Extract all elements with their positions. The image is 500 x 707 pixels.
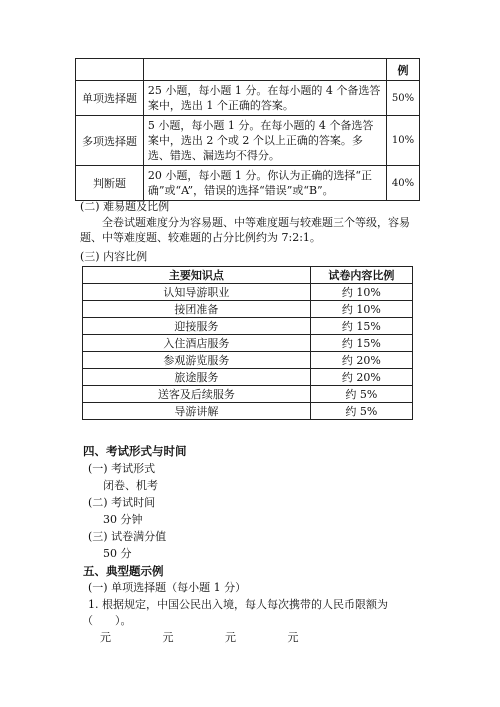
topic-cell: 送客及后续服务 (83, 386, 311, 403)
ratio-cell: 约 15% (310, 318, 412, 335)
section5-heading: 五、典型题示例 (83, 564, 164, 578)
table-row (83, 335, 413, 352)
question-desc: 5 小题，每小题 1 分。在每小题的 4 个备选答案中，选出 2 个或 2 个以上正确的答案。多选、错选、漏选均不得分。 (143, 116, 386, 166)
difficulty-text: 全卷试题难度分为容易题、中等难度题与较难题三个等级，容易题、中等难度题、较难题的占分比例约为 7:2:1。 (80, 216, 410, 244)
question-pct: 50% (387, 81, 420, 116)
ratio-cell: 约 20% (310, 369, 412, 386)
topic-cell: 迎接服务 (83, 318, 311, 335)
question-desc: 25 小题，每小题 1 分。在每小题的 4 个备选答案中，选出 1 个正确的答案。 (143, 81, 386, 116)
table-row (76, 81, 420, 116)
table-row (76, 166, 420, 201)
question-type: 多项选择题 (76, 116, 144, 166)
difficulty-heading: (二) 难易题及比例 (80, 200, 170, 213)
header-desc-cell (143, 59, 386, 81)
question-1-options (100, 631, 347, 645)
exam-score-heading: (三) 试卷满分值 (88, 530, 167, 543)
exam-score-value: 50 分 (103, 547, 132, 560)
header-pct-cell: 例 (387, 59, 420, 81)
topic-cell: 导游讲解 (83, 403, 311, 420)
question-desc: 20 小题，每小题 1 分。你认为正确的选择“正确”或“A”，错误的选择“错误”或“B”。 (143, 166, 386, 201)
content-table-header (83, 267, 413, 284)
ratio-cell: 约 5% (310, 403, 412, 420)
question-pct: 10% (387, 116, 420, 166)
table-row (76, 116, 420, 166)
column-header-ratio: 试卷内容比例 (310, 267, 412, 284)
question-table-header (76, 59, 420, 81)
table-row (83, 284, 413, 301)
header-type-cell (76, 59, 144, 81)
question-type: 判断题 (76, 166, 144, 201)
question-1-text: 1. 根据规定，中国公民出入境，每人每次携带的人民币限额为 (88, 598, 388, 611)
table-row (83, 301, 413, 318)
topic-cell: 参观游览服务 (83, 352, 311, 369)
table-row (83, 403, 413, 420)
ratio-cell: 约 10% (310, 284, 412, 301)
ratio-cell: 约 15% (310, 335, 412, 352)
exam-form-heading: (一) 考试形式 (88, 462, 156, 475)
table-row (83, 369, 413, 386)
question-1-blank: （ ）。 (82, 614, 132, 627)
option-d: 元 (287, 631, 299, 644)
ratio-cell: 约 20% (310, 352, 412, 369)
table-row (83, 386, 413, 403)
topic-cell: 旅途服务 (83, 369, 311, 386)
question-pct: 40% (387, 166, 420, 201)
content-ratio-table (82, 266, 413, 420)
exam-time-value: 30 分钟 (103, 513, 143, 526)
topic-cell: 接团准备 (83, 301, 311, 318)
topic-cell: 认知导游职业 (83, 284, 311, 301)
question-type: 单项选择题 (76, 81, 144, 116)
ratio-cell: 约 10% (310, 301, 412, 318)
topic-cell: 入住酒店服务 (83, 335, 311, 352)
option-b: 元 (162, 631, 174, 644)
exam-form-value: 闭卷、机考 (103, 479, 158, 492)
table-row (83, 352, 413, 369)
exam-time-heading: (二) 考试时间 (88, 496, 156, 509)
option-a: 元 (100, 631, 111, 644)
column-header-topic: 主要知识点 (83, 267, 311, 284)
question-type-table (75, 58, 420, 201)
section4-heading: 四、考试形式与时间 (83, 444, 187, 458)
ratio-cell: 约 5% (310, 386, 412, 403)
single-choice-heading: (一) 单项选择题（每小题 1 分） (88, 581, 247, 594)
content-heading: (三) 内容比例 (80, 250, 148, 263)
option-c: 元 (225, 631, 236, 644)
table-row (83, 318, 413, 335)
